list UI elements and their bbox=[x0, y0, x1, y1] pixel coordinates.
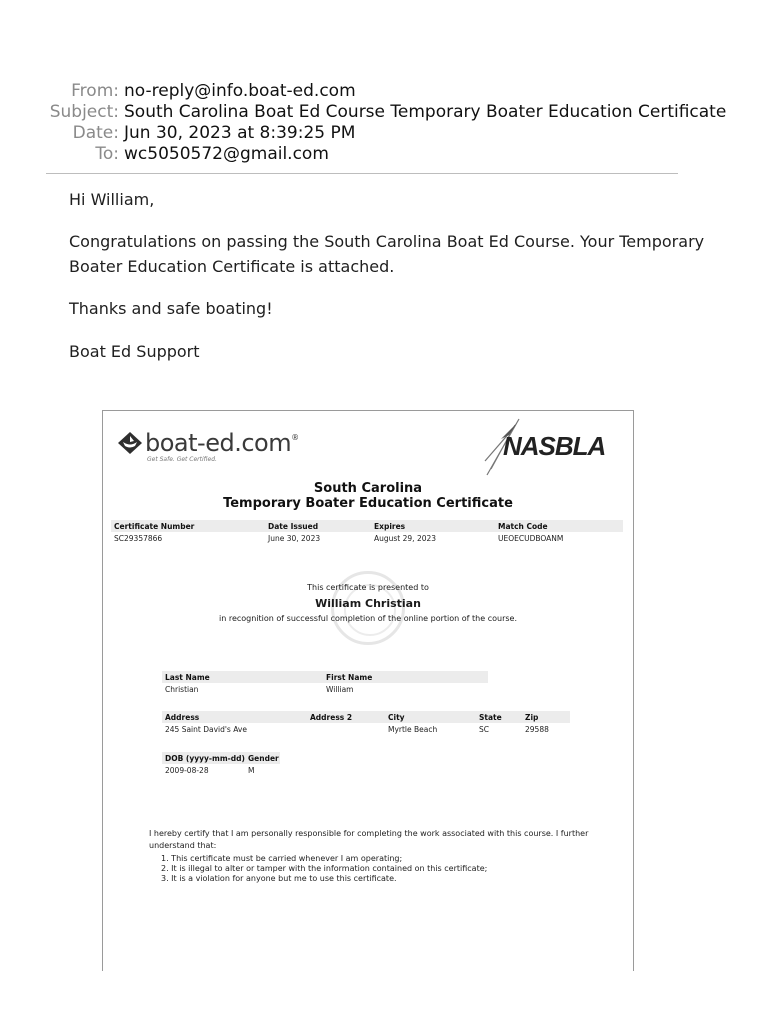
boat-ed-wordmark: boat-ed.com® bbox=[145, 429, 299, 457]
signoff: Boat Ed Support bbox=[69, 342, 200, 361]
certification-list bbox=[161, 854, 487, 884]
zip-label: Zip bbox=[525, 713, 539, 722]
city-value: Myrtle Beach bbox=[388, 725, 438, 734]
address2-label: Address 2 bbox=[310, 713, 353, 722]
from-label: From: bbox=[71, 81, 119, 101]
date-value: Jun 30, 2023 at 8:39:25 PM bbox=[124, 123, 356, 143]
date-issued-label: Date Issued bbox=[268, 522, 319, 531]
header-divider bbox=[46, 173, 678, 174]
cert-number-label: Certificate Number bbox=[114, 522, 195, 531]
gender-value: M bbox=[248, 766, 255, 775]
match-code-value: UEOECUDBOANM bbox=[498, 534, 564, 543]
address-header-band bbox=[162, 711, 570, 723]
list-item: 2. It is illegal to alter or tamper with the information contained on this certificate; bbox=[161, 864, 488, 873]
nasbla-wordmark: NASBLA bbox=[503, 431, 606, 461]
last-name-label: Last Name bbox=[165, 673, 210, 682]
city-label: City bbox=[388, 713, 405, 722]
name-header-band bbox=[162, 671, 488, 683]
expires-label: Expires bbox=[374, 522, 406, 531]
cert-number-value: SC29357866 bbox=[114, 534, 163, 543]
from-value[interactable]: no-reply@info.boat-ed.com bbox=[124, 81, 356, 101]
address-value: 245 Saint David's Ave bbox=[165, 725, 247, 734]
subject-label: Subject: bbox=[49, 102, 119, 122]
date-issued-value: June 30, 2023 bbox=[268, 534, 321, 543]
state-label: State bbox=[479, 713, 502, 722]
nasbla-logo bbox=[481, 417, 621, 477]
expires-value: August 29, 2023 bbox=[374, 534, 437, 543]
boat-diamond-icon bbox=[117, 431, 143, 455]
list-item: 3. It is a violation for anyone but me to use this certificate. bbox=[161, 874, 397, 883]
to-label: To: bbox=[95, 144, 119, 164]
body-paragraph-1: Congratulations on passing the South Carolina Boat Ed Course. Your Temporary Boater Education Certificate is attached. bbox=[69, 232, 705, 276]
presented-to-text: This certificate is presented to bbox=[307, 583, 429, 592]
date-label: Date: bbox=[72, 123, 119, 143]
first-name-label: First Name bbox=[326, 673, 373, 682]
to-value[interactable]: wc5050572@gmail.com bbox=[124, 144, 329, 164]
recognition-text: in recognition of successful completion of the online portion of the course. bbox=[219, 614, 517, 623]
cert-title-main: Temporary Boater Education Certificate bbox=[223, 496, 513, 511]
list-item: 1. This certificate must be carried whenever I am operating; bbox=[161, 854, 403, 863]
recipient-name: William Christian bbox=[315, 597, 421, 610]
certificate-attachment[interactable] bbox=[102, 410, 634, 971]
boat-ed-tagline: Get Safe. Get Certified. bbox=[147, 456, 217, 463]
address-label: Address bbox=[165, 713, 200, 722]
last-name-value: Christian bbox=[165, 685, 199, 694]
certification-statement: I hereby certify that I am personally responsible for completing the work associated with this course. I further understand that: bbox=[149, 829, 589, 850]
dob-value: 2009-08-28 bbox=[165, 766, 209, 775]
body-paragraph-2: Thanks and safe boating! bbox=[69, 299, 273, 318]
gender-label: Gender bbox=[248, 754, 279, 763]
state-value: SC bbox=[479, 725, 489, 734]
subject-value: South Carolina Boat Ed Course Temporary Boater Education Certificate bbox=[124, 102, 727, 122]
cert-title-state: South Carolina bbox=[313, 481, 423, 496]
zip-value: 29588 bbox=[525, 725, 549, 734]
greeting: Hi William, bbox=[69, 190, 155, 209]
first-name-value: William bbox=[326, 685, 354, 694]
dob-label: DOB (yyyy-mm-dd) bbox=[165, 754, 245, 763]
match-code-label: Match Code bbox=[498, 522, 548, 531]
